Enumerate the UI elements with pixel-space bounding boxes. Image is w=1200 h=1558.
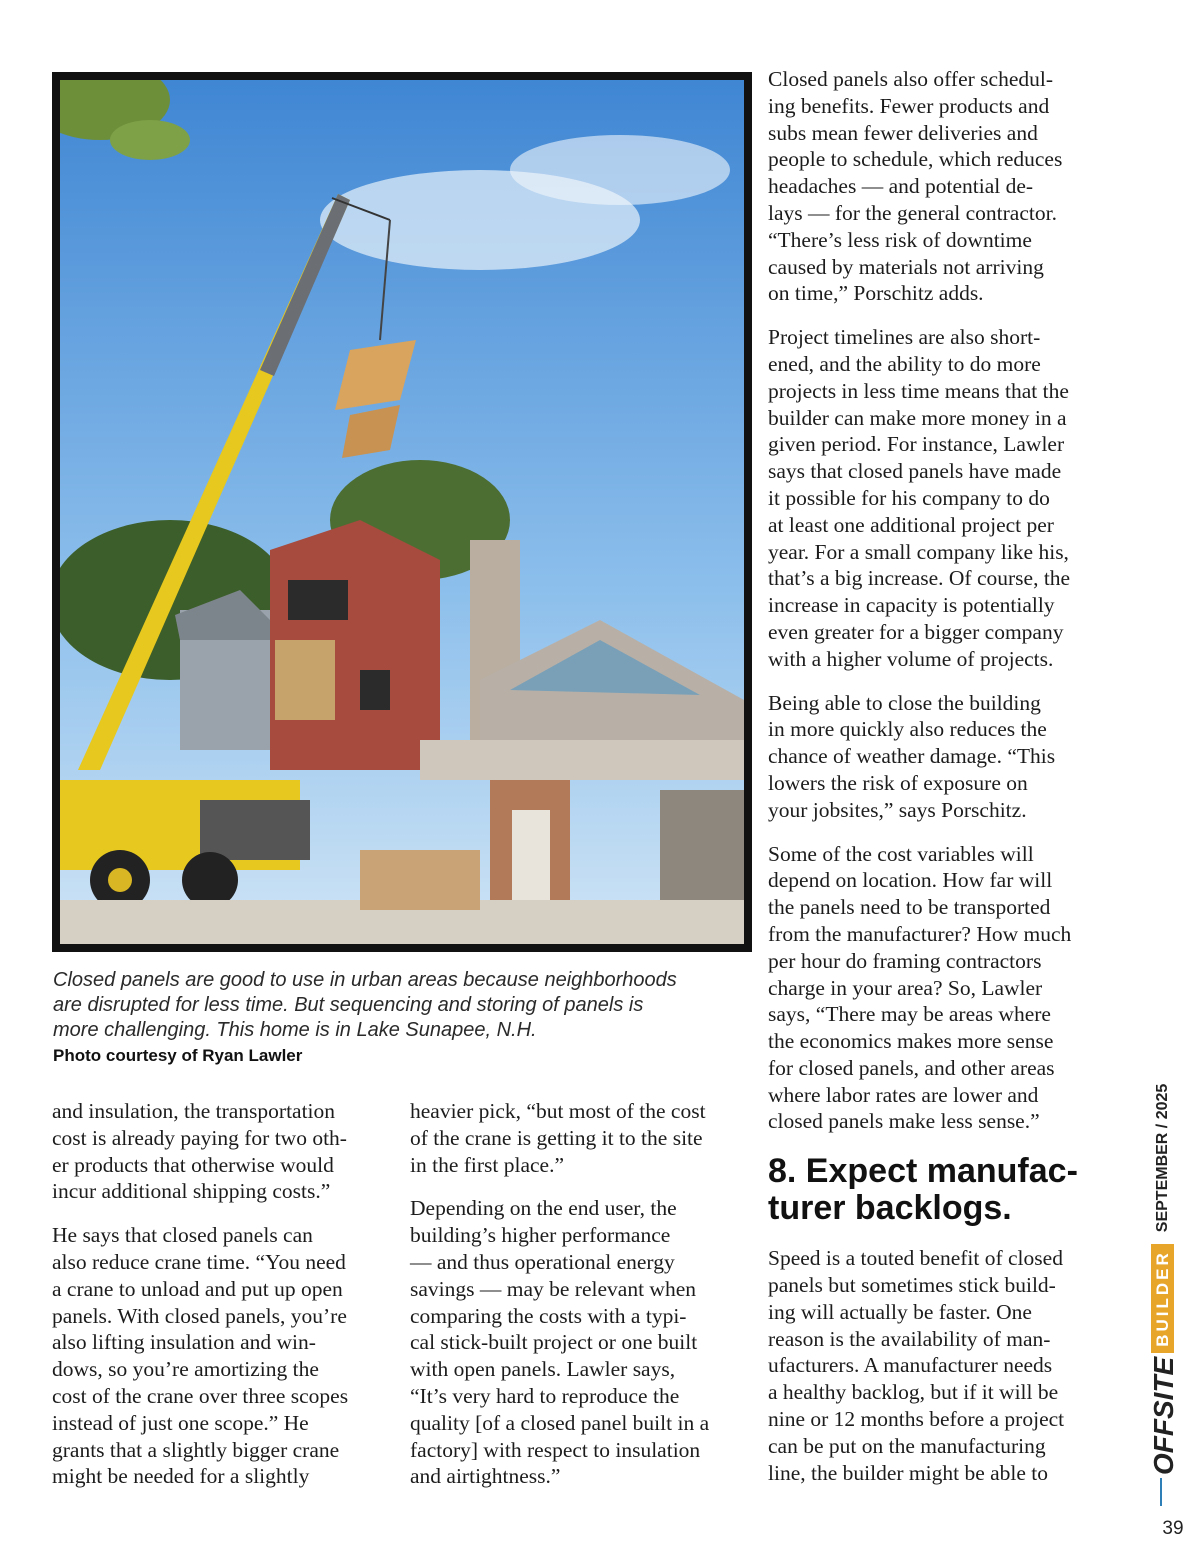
paragraph	[410, 1195, 755, 1490]
text-line: of the crane is getting it to the site	[410, 1125, 703, 1150]
text-line: Speed is a touted benefit of closed	[768, 1246, 1063, 1271]
text-line: given period. For instance, Lawler	[768, 432, 1065, 457]
text-line: with open panels. Lawler says,	[410, 1357, 676, 1382]
body-column-2	[410, 1098, 755, 1490]
text-line: Being able to close the building	[768, 690, 1041, 715]
text-line: and airtightness.”	[410, 1464, 561, 1489]
paragraph	[52, 1222, 382, 1490]
text-line: ing benefits. Fewer products and	[768, 93, 1050, 118]
text-line: reason is the availability of man-	[768, 1326, 1051, 1351]
text-line: caused by materials not arriving	[768, 254, 1044, 279]
heading-line: 8. Expect manufac-	[768, 1152, 1078, 1191]
text-line: also lifting insulation and win-	[52, 1330, 316, 1355]
issue-date: SEPTEMBER / 2025	[1154, 1083, 1171, 1233]
text-line: on time,” Porschitz adds.	[768, 281, 984, 306]
text-line: with a higher volume of projects.	[768, 646, 1054, 671]
text-line: ing will actually be faster. One	[768, 1299, 1032, 1324]
magazine-name: OFFSITE	[1148, 1356, 1179, 1475]
text-line: — and thus operational energy	[410, 1249, 675, 1274]
text-line: where labor rates are lower and	[768, 1082, 1039, 1107]
paragraph	[410, 1098, 755, 1178]
text-line: the panels need to be transported	[768, 895, 1051, 920]
text-line: a crane to unload and put up open	[52, 1276, 343, 1301]
text-line: depend on location. How far will	[768, 868, 1053, 893]
text-line: grants that a slightly bigger crane	[52, 1437, 340, 1462]
text-line: instead of just one scope.” He	[52, 1410, 309, 1435]
text-line: er products that otherwise would	[52, 1152, 334, 1177]
paragraph	[768, 841, 1113, 1136]
text-line: “There’s less risk of downtime	[768, 227, 1032, 252]
text-line: cost of the crane over three scopes	[52, 1383, 349, 1408]
text-line: chance of weather damage. “This	[768, 744, 1056, 769]
text-line: comparing the costs with a typi-	[410, 1303, 687, 1328]
text-line: it possible for his company to do	[768, 485, 1050, 510]
crane-house-illustration	[60, 80, 744, 944]
text-line: that’s a big increase. Of course, the	[768, 566, 1071, 591]
text-line: headaches — and potential de-	[768, 174, 1034, 199]
text-line: at least one additional project per	[768, 512, 1054, 537]
text-line: lowers the risk of exposure on	[768, 770, 1028, 795]
text-line: incur additional shipping costs.”	[52, 1179, 331, 1204]
text-line: cost is already paying for two oth-	[52, 1125, 347, 1150]
text-line: ufacturers. A manufacturer needs	[768, 1353, 1053, 1378]
text-line: panels but sometimes stick build-	[768, 1273, 1056, 1298]
text-line: says, “There may be areas where	[768, 1002, 1051, 1027]
paragraph	[768, 66, 1113, 307]
text-line: Depending on the end user, the	[410, 1196, 677, 1221]
paragraph	[768, 324, 1113, 672]
text-line: from the manufacturer? How much	[768, 921, 1072, 946]
text-line: in more quickly also reduces the	[768, 717, 1047, 742]
text-line: dows, so you’re amortizing the	[52, 1357, 319, 1382]
footer-accent-bar	[1160, 1478, 1162, 1506]
page-number: 39	[1162, 1518, 1184, 1539]
paragraph	[768, 690, 1113, 824]
text-line: closed panels make less sense.”	[768, 1109, 1040, 1134]
text-line: Project timelines are also short-	[768, 325, 1041, 350]
photo-credit: Photo courtesy of Ryan Lawler	[53, 1046, 303, 1065]
paragraph	[768, 1245, 1113, 1486]
text-line: your jobsites,” says Porschitz.	[768, 797, 1027, 822]
text-line: also reduce crane time. “You need	[52, 1249, 346, 1274]
caption-line: Closed panels are good to use in urban areas because neighborhoods	[53, 969, 677, 991]
text-line: year. For a small company like his,	[768, 539, 1069, 564]
article-photo	[52, 72, 752, 952]
magazine-tag: BUILDER	[1151, 1244, 1174, 1353]
text-line: panels. With closed panels, you’re	[52, 1303, 347, 1328]
text-line: in the first place.”	[410, 1152, 565, 1177]
text-line: nine or 12 months before a project	[768, 1407, 1065, 1432]
section-heading	[768, 1153, 1113, 1227]
text-line: charge in your area? So, Lawler	[768, 975, 1043, 1000]
text-line: building’s higher performance	[410, 1223, 671, 1248]
text-line: increase in capacity is potentially	[768, 593, 1055, 618]
text-line: and insulation, the transportation	[52, 1099, 336, 1123]
caption-line: more challenging. This home is in Lake Sunapee, N.H.	[53, 1019, 537, 1041]
text-line: lays — for the general contractor.	[768, 200, 1057, 225]
text-line: for closed panels, and other areas	[768, 1055, 1055, 1080]
text-line: says that closed panels have made	[768, 459, 1062, 484]
text-line: can be put on the manufacturing	[768, 1433, 1046, 1458]
vertical-footer	[1148, 1083, 1198, 1475]
text-line: people to schedule, which reduces	[768, 147, 1063, 172]
text-line: subs mean fewer deliveries and	[768, 120, 1038, 145]
text-line: quality [of a closed panel built in a	[410, 1410, 710, 1435]
photo-caption	[53, 968, 753, 1043]
text-line: line, the builder might be able to	[768, 1460, 1049, 1485]
text-line: a healthy backlog, but if it will be	[768, 1380, 1059, 1405]
caption-line: are disrupted for less time. But sequencing and storing of panels is	[53, 994, 644, 1016]
text-line: heavier pick, “but most of the cost	[410, 1099, 706, 1123]
text-line: savings — may be relevant when	[410, 1276, 696, 1301]
body-column-1	[52, 1098, 382, 1490]
text-line: might be needed for a slightly	[52, 1464, 310, 1489]
body-column-3	[768, 66, 1113, 1486]
text-line: cal stick-built project or one built	[410, 1330, 698, 1355]
heading-line: turer backlogs.	[768, 1189, 1012, 1228]
text-line: ened, and the ability to do more	[768, 351, 1041, 376]
text-line: Closed panels also offer schedul-	[768, 67, 1054, 91]
text-line: the economics makes more sense	[768, 1029, 1054, 1054]
text-line: builder can make more money in a	[768, 405, 1067, 430]
text-line: projects in less time means that the	[768, 378, 1069, 403]
text-line: factory] with respect to insulation	[410, 1437, 701, 1462]
text-line: even greater for a bigger company	[768, 619, 1064, 644]
text-line: He says that closed panels can	[52, 1223, 313, 1248]
text-line: per hour do framing contractors	[768, 948, 1042, 973]
paragraph	[52, 1098, 382, 1205]
text-line: “It’s very hard to reproduce the	[410, 1383, 680, 1408]
text-line: Some of the cost variables will	[768, 841, 1034, 866]
